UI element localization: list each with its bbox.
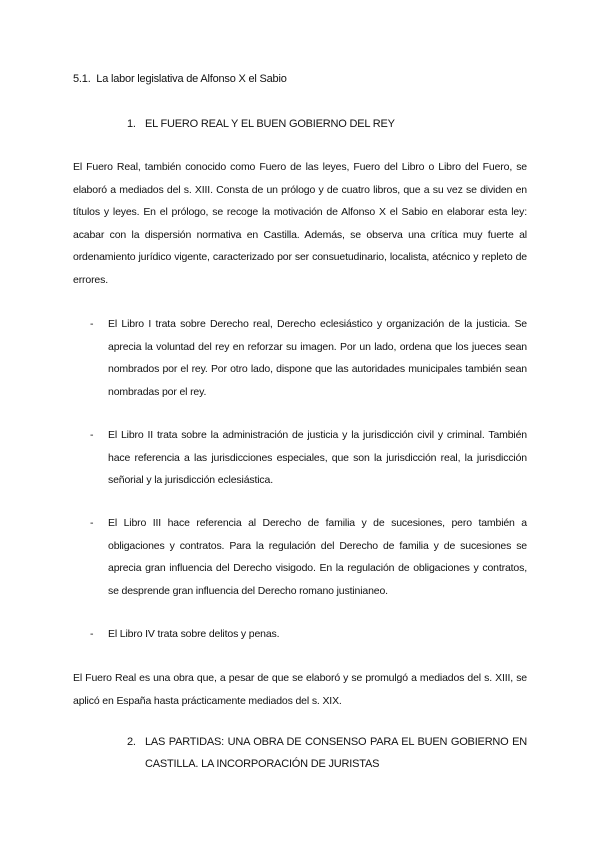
section-title: La labor legislativa de Alfonso X el Sabio: [96, 73, 287, 85]
list-dash: -: [90, 429, 94, 441]
list-item-text: El Libro II trata sobre la administración de justicia y la jurisdicción civil y criminal. También hace referencia a las jurisdicciones especiales, que son la jurisdicción real, la jurisdicción señorial y la jurisdicción eclesiástica.: [108, 429, 527, 486]
section-number: 5.1.: [73, 73, 91, 85]
heading-fuero-real: [127, 118, 527, 140]
heading-number: 2.: [127, 736, 136, 748]
intro-paragraph: El Fuero Real, también conocido como Fuero de las leyes, Fuero del Libro o Libro del Fuero, se elaboró a mediados del s. XIII. Consta de un prólogo y de cuatro libros, que a su vez se dividen en títulos y leyes. En el prólogo, se recoge la motivación de Alfonso X el Sabio en elaborar esta ley: acabar con la dispersión normativa en Castilla. Además, se observa una crítica muy fuerte al ordenamiento jurídico vigente, caracterizado por ser consuetudinario, localista, atécnico y repleto de errores.: [73, 161, 527, 286]
heading-title: LAS PARTIDAS: UNA OBRA DE CONSENSO PARA EL BUEN GOBIERNO EN CASTILLA. LA INCORPORACIÓN DE JURISTAS: [145, 736, 527, 770]
list-dash: -: [90, 628, 94, 640]
list-dash: -: [90, 517, 94, 529]
heading-number: 1.: [127, 118, 136, 130]
closing-paragraph: El Fuero Real es una obra que, a pesar de que se elaboró y se promulgó a mediados del s. XIII, se aplicó en España hasta prácticamente mediados del s. XIX.: [73, 672, 527, 707]
list-item-text: El Libro I trata sobre Derecho real, Derecho eclesiástico y organización de la justicia. Se aprecia la voluntad del rey en reforzar su imagen. Por un lado, ordena que los jueces sean nombrados por el rey. Por otro lado, dispone que las autoridades municipales también sean nombradas por el rey.: [108, 318, 527, 398]
list-dash: -: [90, 318, 94, 330]
list-item-text: El Libro IV trata sobre delitos y penas.: [108, 628, 280, 640]
heading-title: EL FUERO REAL Y EL BUEN GOBIERNO DEL REY: [145, 118, 395, 130]
section-heading: [73, 73, 287, 85]
list-item-text: El Libro III hace referencia al Derecho de familia y de sucesiones, pero también a obligaciones y contratos. Para la regulación del Derecho de familia y de sucesiones se aprecia gran influencia del Derecho visigodo. En la regulación de obligaciones y contratos, se desprende gran influencia del Derecho romano justinianeo.: [108, 517, 527, 597]
heading-partidas: [127, 736, 527, 786]
